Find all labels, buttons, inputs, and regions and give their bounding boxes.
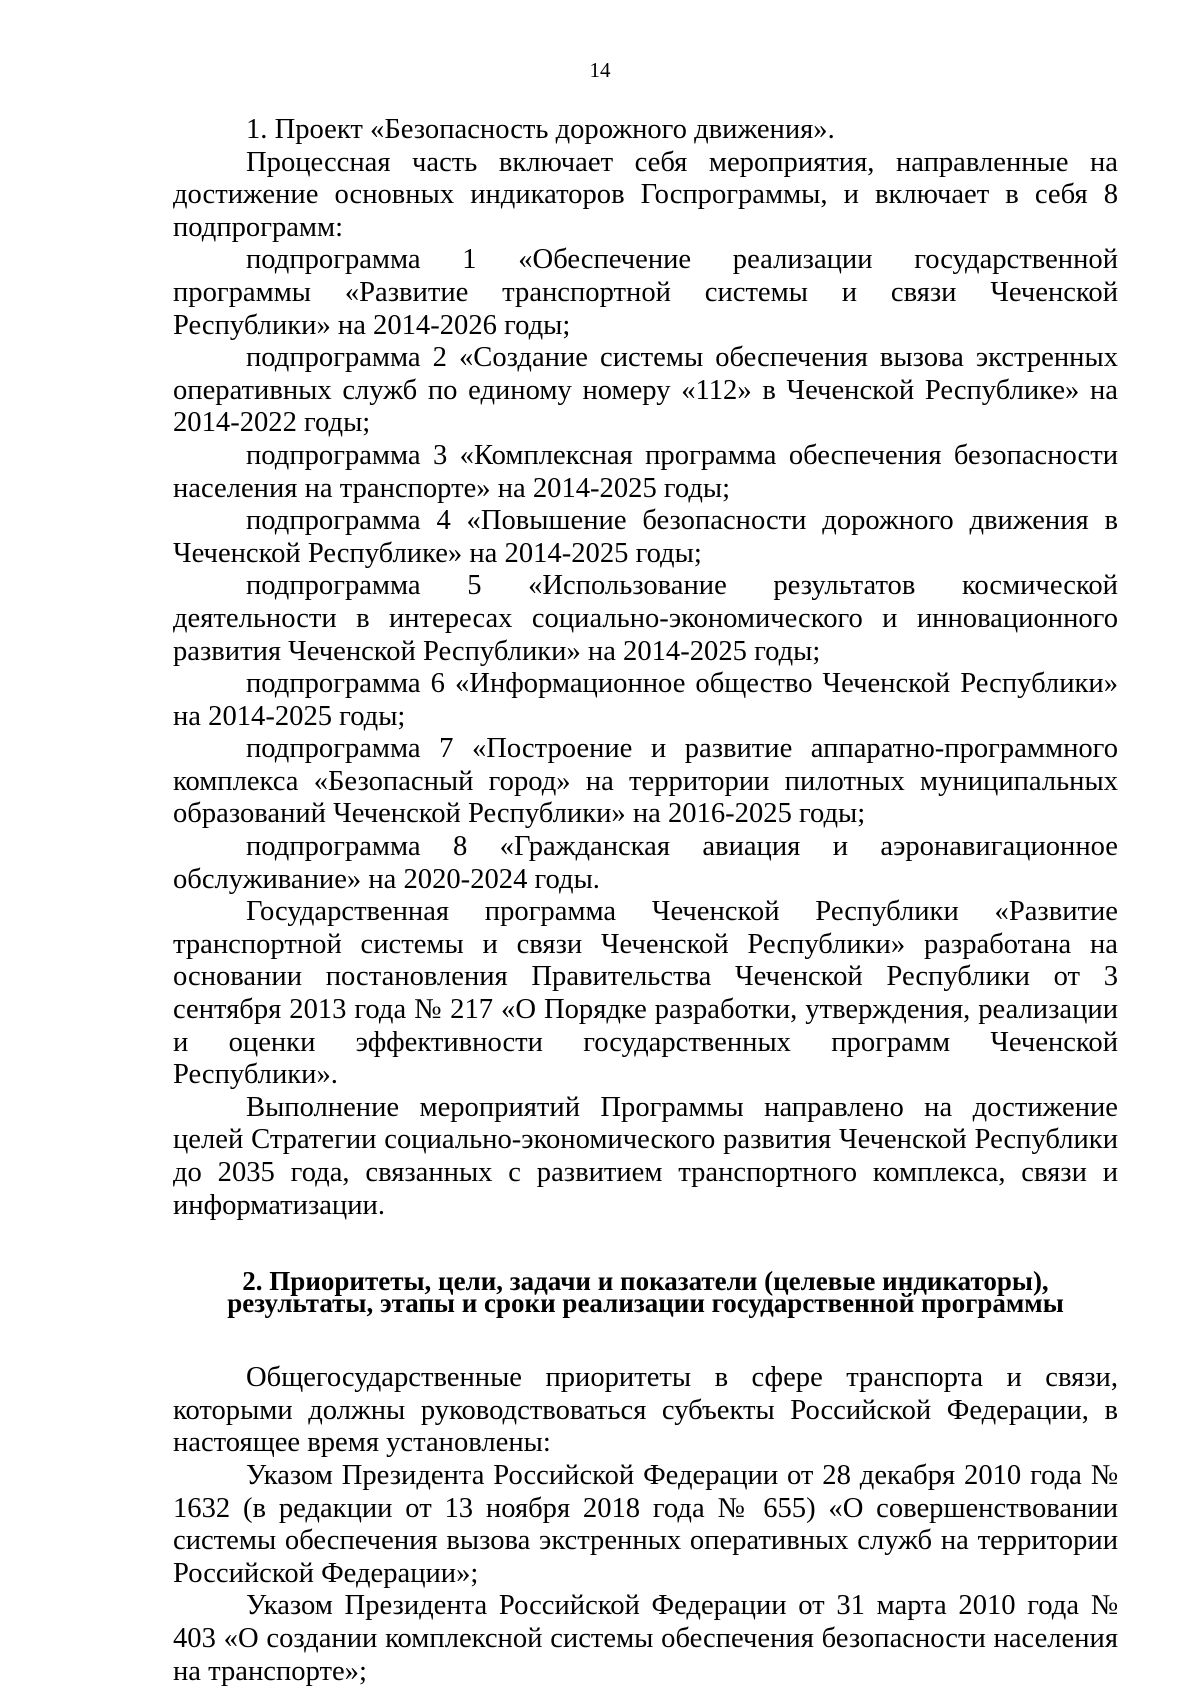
paragraph-national-priorities: Общегосударственные приоритеты в сфере транспорта и связи, которыми должны руководствоваться субъекты Российской Федерации, в настоящее время установлены: [173, 1362, 1118, 1459]
paragraph-subprogram-2: подпрограмма 2 «Создание системы обеспечения вызова экстренных оперативных служб по единому номеру «112» в Чеченской Республике» на 2014-2022 годы; [173, 342, 1118, 439]
paragraph-decree-1632: Указом Президента Российской Федерации от 28 декабря 2010 года № 1632 (в редакции от 13 ноября 2018 года № 655) «О совершенствовании системы обеспечения вызова экстренных оперативных служб на территории Российской Федерации»; [173, 1459, 1118, 1589]
paragraph-project-item: 1. Проект «Безопасность дорожного движения». [246, 114, 835, 145]
paragraph-subprogram-5: подпрограмма 5 «Использование результатов космической деятельности в интересах социально-экономического и инновационного развития Чеченской Республики» на 2014-2025 годы; [173, 570, 1118, 667]
section-heading-line-1: 2. Приоритеты, цели, задачи и показатели (целевые индикаторы), [242, 1266, 1049, 1297]
paragraph-subprogram-8: подпрограмма 8 «Гражданская авиация и аэронавигационное обслуживание» на 2020-2024 годы. [173, 831, 1118, 895]
paragraph-subprogram-4: подпрограмма 4 «Повышение безопасности дорожного движения в Чеченской Республике» на 2014-2025 годы; [173, 505, 1118, 569]
paragraph-subprogram-1: подпрограмма 1 «Обеспечение реализации государственной программы «Развитие транспортной системы и связи Чеченской Республики» на 2014-2026 годы; [173, 244, 1118, 341]
document-body [173, 114, 1118, 1688]
page-number: 14 [589, 58, 611, 82]
paragraph-state-program-basis: Государственная программа Чеченской Республики «Развитие транспортной системы и связи Чеченской Республики» разработана на основании постановления Правительства Чеченской Республики от 3 сентября 2013 года № 217 «О Порядке разработки, утверждения, реализации и оценки эффективности государственных программ Чеченской Республики». [173, 896, 1118, 1091]
paragraph-subprogram-3: подпрограмма 3 «Комплексная программа обеспечения безопасности населения на транспорте» на 2014-2025 годы; [173, 439, 1118, 504]
paragraph-decree-403: Указом Президента Российской Федерации от 31 марта 2010 года № 403 «О создании комплексной системы обеспечения безопасности населения на транспорте»; [173, 1590, 1118, 1687]
paragraph-process-part: Процессная часть включает себя мероприятия, направленные на достижение основных индикаторов Госпрограммы, и включает в себя 8 подпрограмм: [173, 146, 1118, 243]
paragraph-subprogram-6: подпрограмма 6 «Информационное общество Чеченской Республики» на 2014-2025 годы; [173, 668, 1118, 732]
paragraph-strategy-goals: Выполнение мероприятий Программы направлено на достижение целей Стратегии социально-экономического развития Чеченской Республики до 2035 года, связанных с развитием транспортного комплекса, связи и информатизации. [173, 1091, 1118, 1221]
section-heading [173, 1266, 1118, 1319]
paragraph-subprogram-7: подпрограмма 7 «Построение и развитие аппаратно-программного комплекса «Безопасный город» на территории пилотных муниципальных образований Чеченской Республики» на 2016-2025 годы; [173, 733, 1118, 830]
section-heading-line-2: результаты, этапы и сроки реализации государственной программы [227, 1288, 1064, 1319]
